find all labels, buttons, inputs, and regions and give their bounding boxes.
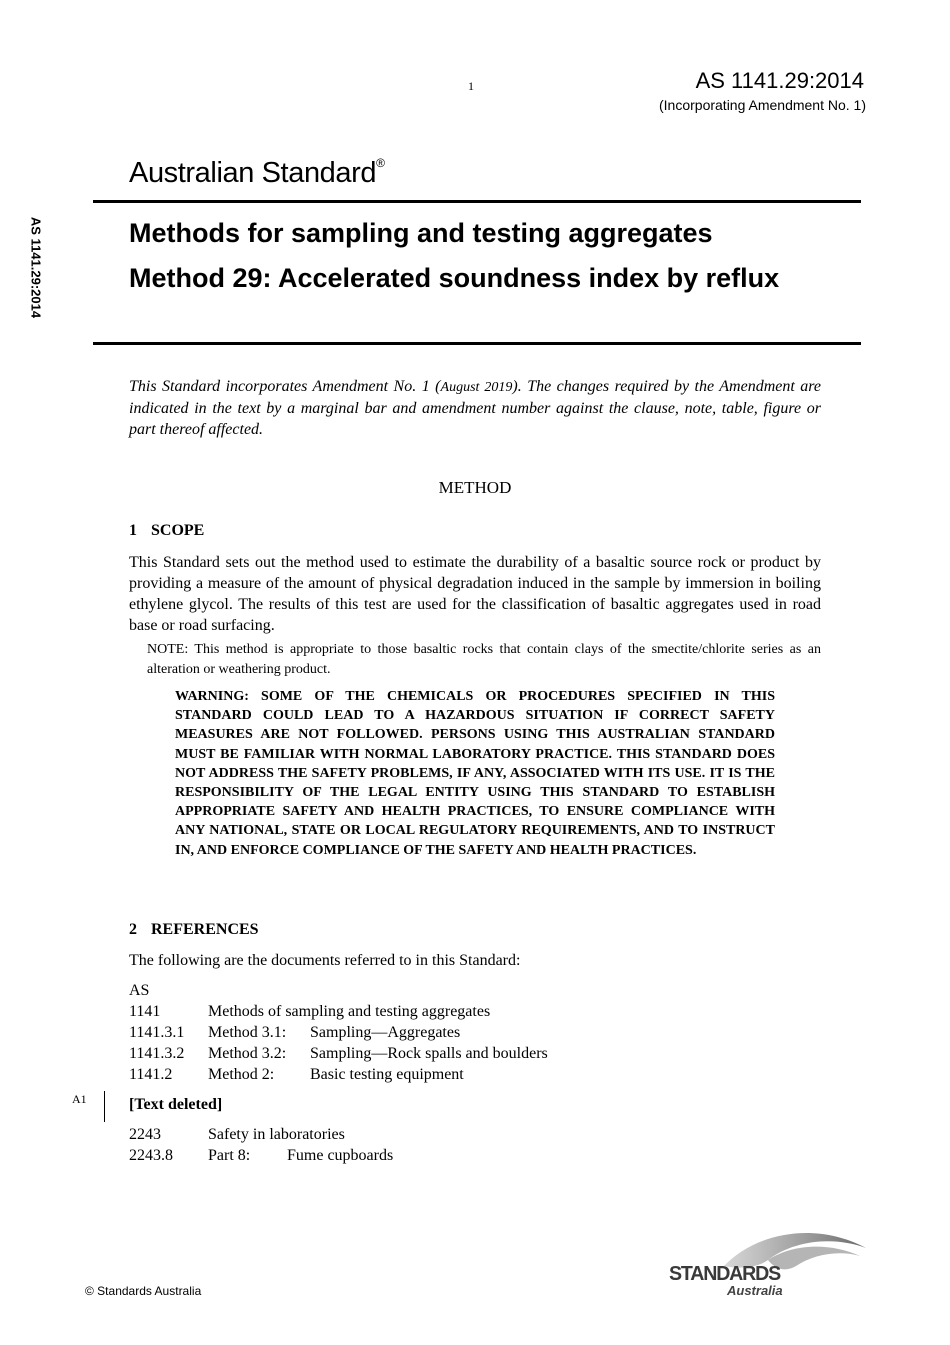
reference-row (129, 1045, 548, 1063)
ref-code: 2243.8 (129, 1147, 173, 1164)
ref-code: 2243 (129, 1126, 161, 1143)
section-title: REFERENCES (151, 921, 259, 938)
section-scope-heading (129, 522, 204, 540)
series-title (129, 157, 385, 190)
section-number: 1 (129, 522, 137, 539)
title-rule-bottom (93, 342, 861, 345)
ref-title: Sampling—Rock spalls and boulders (310, 1045, 548, 1062)
side-standard-code: AS 1141.29:2014 (28, 216, 44, 319)
ref-code: 1141.3.1 (129, 1024, 185, 1041)
section-title: SCOPE (151, 522, 205, 539)
document-title: Methods for sampling and testing aggregates (129, 218, 713, 248)
ref-code: 1141.2 (129, 1066, 173, 1083)
intro-date: August 2019 (440, 380, 513, 395)
ref-title: Sampling—Aggregates (310, 1024, 461, 1041)
section-references-heading (129, 921, 259, 939)
ref-code: 1141 (129, 1003, 161, 1020)
logo-subtitle: Australia (727, 1283, 783, 1298)
amendment-bar (104, 1091, 105, 1122)
scope-note: NOTE: This method is appropriate to those basaltic rocks that contain clays of the smectite/chlorite series as an alteration or weathering product. (147, 642, 821, 677)
safety-warning: WARNING: SOME OF THE CHEMICALS OR PROCEDURES SPECIFIED IN THIS STANDARD COULD LEAD TO A HAZARDOUS SITUATION IF CORRECT SAFETY MEASURES ARE NOT FOLLOWED. PERSONS USING THIS AUSTRALIAN STANDARD MUST BE FAMILIAR WITH NORMAL LABORATORY PRACTICE. THIS STANDARD DOES NOT ADDRESS THE SAFETY PROBLEMS, IF ANY, ASSOCIATED WITH ITS USE. IT IS THE RESPONSIBILITY OF THE LEGAL ENTITY USING THIS STANDARD TO ESTABLISH APPROPRIATE SAFETY AND HEALTH PRACTICES, TO ENSURE COMPLIANCE WITH ANY NATIONAL, STATE OR LOCAL REGULATORY REQUIREMENTS, AND TO INSTRUCT IN, AND ENFORCE COMPLIANCE OF THE SAFETY AND HEALTH PRACTICES. (175, 689, 775, 858)
amendment-marker: A1 (72, 1092, 87, 1106)
ref-part: Part 8: (208, 1147, 251, 1164)
reference-row (129, 1126, 345, 1144)
intro-text-b: ). The changes required by the Amendment are indicated in the text by a marginal bar and amendment number against the clause, note, table, figure or part thereof affected. (129, 378, 822, 438)
text-deleted: [Text deleted] (129, 1096, 223, 1113)
reference-row (129, 1024, 460, 1042)
ref-part: Methods of sampling and testing aggregates (208, 1003, 491, 1020)
reference-row (129, 1003, 490, 1021)
section-number: 2 (129, 921, 137, 938)
copyright: © Standards Australia (85, 1284, 202, 1298)
standard-code: AS 1141.29:2014 (695, 68, 864, 93)
amendment-note: (Incorporating Amendment No. 1) (659, 97, 866, 113)
reference-row (129, 1147, 393, 1165)
title-rule-top (93, 200, 861, 203)
method-title: Method 29: Accelerated soundness index by reflux (129, 263, 780, 293)
ref-part: Method 3.1: (208, 1024, 287, 1041)
ref-part: Safety in laboratories (208, 1126, 345, 1143)
scope-body: This Standard sets out the method used to estimate the durability of a basaltic source rock or product by providing a measure of the amount of physical degradation induced in the sample by immersion in boiling ethylene glycol. The results of this test are used for the classification of basaltic aggregates used in road base or road surfacing. (129, 554, 821, 634)
ref-part: Method 2: (208, 1066, 275, 1083)
references-intro: The following are the documents referred to in this Standard: (129, 952, 521, 969)
intro-text-a: This Standard incorporates Amendment No. 1 ( (129, 378, 441, 395)
amendment-intro (129, 376, 821, 440)
registered-mark: ® (376, 156, 385, 171)
page-number: 1 (468, 79, 474, 93)
ref-part: Method 3.2: (208, 1045, 287, 1062)
method-heading: METHOD (438, 478, 512, 497)
series-title-text: Australian Standard (129, 157, 377, 189)
logo-wordmark: STANDARDS (669, 1263, 781, 1285)
ref-code: 1141.3.2 (129, 1045, 185, 1062)
ref-title: Fume cupboards (287, 1147, 394, 1164)
ref-title: Basic testing equipment (310, 1066, 464, 1083)
reference-row (129, 1066, 464, 1084)
references-prefix: AS (129, 982, 150, 999)
